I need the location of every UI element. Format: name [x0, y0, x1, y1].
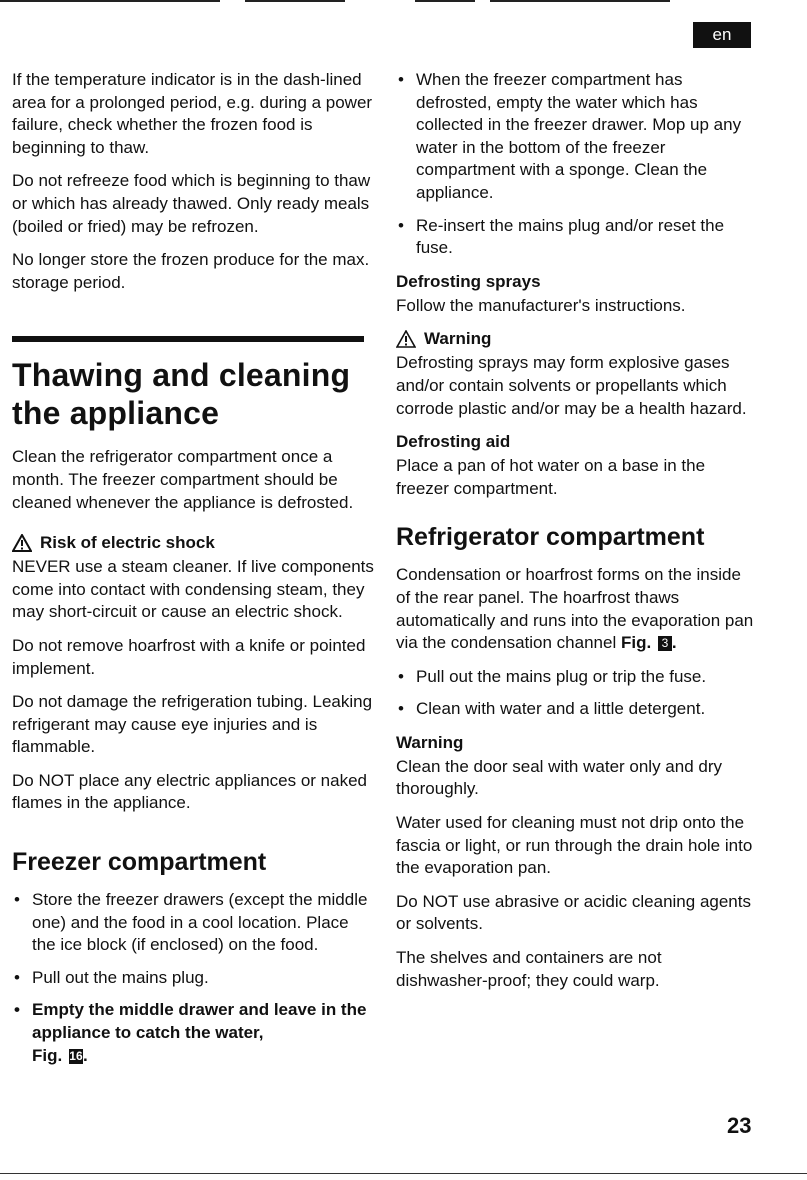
language-badge: en [693, 22, 751, 48]
list-item: • Clean with water and a little detergent. [396, 698, 756, 721]
fridge-text [396, 564, 756, 654]
list-item: • Pull out the mains plug or trip the fuse. [396, 666, 756, 689]
bold-step-text: Empty the middle drawer and leave in the appliance to catch the water, [32, 1000, 367, 1043]
section-title: Thawing and cleaning the appliance [12, 357, 351, 432]
figure-number: 3 [658, 636, 672, 651]
page-number: 23 [727, 1113, 752, 1138]
list-item: • Store the freezer drawers (except the middle one) and the food in a cool location. Place the ice block (if enclosed) on the food. [12, 889, 374, 957]
risk-paragraph: NEVER use a steam cleaner. If live components come into contact with condensing steam, they may short-circuit or cause an electric shock. [12, 557, 374, 622]
risk-paragraph: Do NOT place any electric appliances or naked flames in the appliance. [12, 770, 367, 813]
list-item: • Pull out the mains plug. [12, 967, 374, 990]
warning-heading-label: Warning [424, 329, 492, 349]
warning2-heading: Warning [396, 732, 464, 752]
list-item: • Re-insert the mains plug and/or reset the fuse. [396, 215, 756, 260]
risk-heading-label: Risk of electric shock [40, 533, 215, 553]
section-divider-bar [12, 336, 364, 342]
risk-paragraph: Do not remove hoarfrost with a knife or pointed implement. [12, 635, 366, 678]
aid-text: Place a pan of hot water on a base in the freezer compartment. [396, 456, 706, 498]
list-item: • When the freezer compartment has defrosted, empty the water which has collected in the freezer drawer. Mop up any water in the bottom of the freezer compartment with a sponge. Clean the appliance. [396, 69, 756, 205]
punctuation: . [82, 1045, 88, 1065]
warning-triangle-icon [396, 330, 416, 348]
warning2-paragraph: The shelves and containers are not dishwasher-proof; they could warp. [396, 948, 662, 990]
freezer-steps [12, 889, 374, 1067]
risk-paragraph: Do not damage the refrigeration tubing. Leaking refrigerant may cause eye injuries and is flammable. [12, 692, 373, 757]
sprays-heading: Defrosting sprays [396, 271, 541, 291]
intro-paragraph: Do not refreeze food which is beginning to thaw or which has already thawed. Only ready meals (boiled or fried) may be refrozen. [12, 171, 371, 236]
sprays-text: Follow the manufacturer's instructions. [396, 295, 686, 315]
left-column [12, 69, 374, 1078]
fridge-text-body: Condensation or hoarfrost forms on the inside of the rear panel. The hoarfrost thaws automatically and runs into the evaporation pan via the condensation channel [396, 565, 754, 653]
figure-number: 16 [69, 1048, 83, 1063]
figure-ref: Fig. [32, 1045, 63, 1065]
fridge-steps [396, 666, 756, 721]
figure-ref: Fig. [620, 633, 652, 653]
bottom-rule [0, 1173, 807, 1174]
risk-heading [12, 532, 374, 554]
warning2-paragraph: Clean the door seal with water only and dry thoroughly. [396, 756, 723, 799]
defrost-steps [396, 69, 756, 260]
punctuation: . [671, 633, 677, 653]
intro-paragraph: No longer store the frozen produce for the max. storage period. [12, 250, 370, 292]
intro-paragraph: If the temperature indicator is in the dash-lined area for a prolonged period, e.g. during a power failure, check whether the frozen food is beginning to thaw. [12, 70, 373, 157]
section-intro: Clean the refrigerator compartment once a month. The freezer compartment should be cleaned whenever the appliance is defrosted. [12, 447, 354, 512]
warning2-paragraph: Water used for cleaning must not drip onto the fascia or light, or run through the drain hole into the evaporation pan. [396, 813, 753, 878]
fridge-heading: Refrigerator compartment [396, 523, 705, 552]
warning-triangle-icon [12, 534, 32, 552]
list-item [12, 999, 374, 1067]
warning2-paragraph: Do NOT use abrasive or acidic cleaning agents or solvents. [396, 891, 751, 934]
warning-heading [396, 328, 756, 350]
warning-text: Defrosting sprays may form explosive gases and/or contain solvents or propellants which corrode plastic and/or may be a health hazard. [396, 353, 747, 418]
aid-heading: Defrosting aid [396, 432, 511, 452]
right-column [396, 69, 756, 1003]
top-rule [0, 0, 807, 2]
freezer-heading: Freezer compartment [12, 848, 267, 877]
